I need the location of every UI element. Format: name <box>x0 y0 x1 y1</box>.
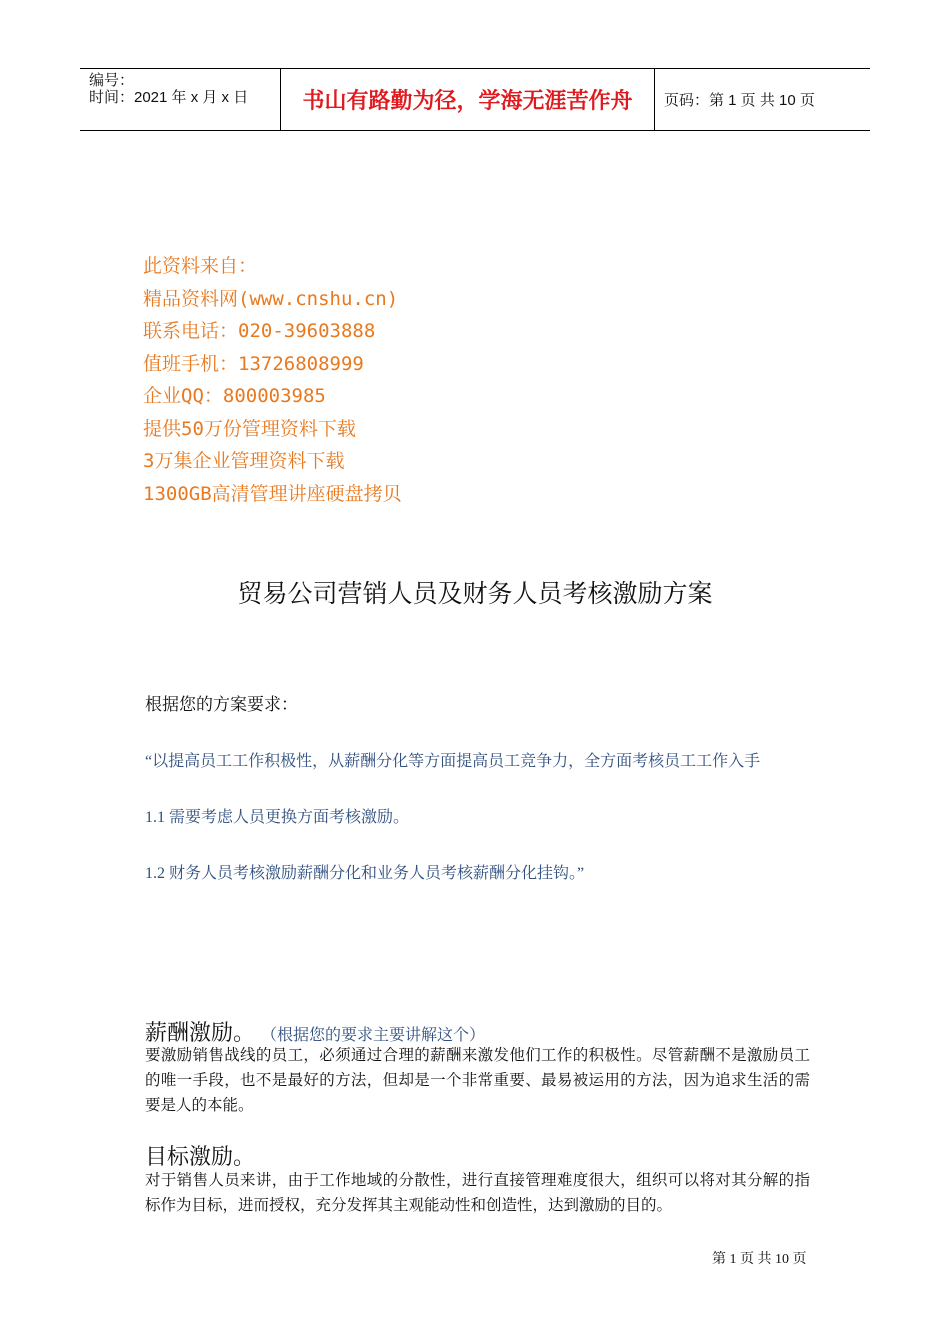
section-heading-text: 目标激励。 <box>145 1145 256 1170</box>
section-heading-goal <box>145 1140 255 1171</box>
page-header <box>80 68 870 131</box>
header-page-label: 页码：第 1 页 共 10 页 <box>664 92 815 109</box>
intro-text: 根据您的方案要求： <box>145 695 298 714</box>
section-body-salary: 要激励销售战线的员工，必须通过合理的薪酬来激发他们工作的积极性。尽管薪酬不是激励员工的唯一手段，也不是最好的方法，但却是一个非常重要、最易被运用的方法，因为追求生活的需要是人的本能。 <box>145 1047 810 1114</box>
quote-line: “以提高员工工作积极性，从薪酬分化等方面提高员工竞争力，全方面考核员工工作入手 <box>145 753 761 770</box>
number-label: 编号： <box>89 72 135 89</box>
source-line: 提供50万份管理资料下载 <box>143 417 356 440</box>
quote-line: 1.1 需要考虑人员更换方面考核激励。 <box>145 809 410 826</box>
section-body-goal: 对于销售人员来讲，由于工作地域的分散性，进行直接管理难度很大，组织可以将对其分解的指标作为目标，进而授权，充分发挥其主观能动性和创造性，达到激励的目的。 <box>145 1172 810 1214</box>
header-motto: 书山有路勤为径，学海无涯苦作舟 <box>281 69 655 130</box>
page-footer: 第 1 页 共 10 页 <box>712 1252 807 1267</box>
source-line: 精品资料网(www.cnshu.cn) <box>143 287 399 310</box>
header-meta <box>80 69 281 130</box>
time-label: 时间：2021 年 x 月 x 日 <box>89 89 249 106</box>
section-heading-text: 薪酬激励。 <box>145 1021 256 1046</box>
source-line: 值班手机：13726808999 <box>143 352 364 375</box>
source-line: 联系电话：020-39603888 <box>143 320 376 342</box>
source-line: 3万集企业管理资料下载 <box>143 450 345 472</box>
quote-line: 1.2 财务人员考核激励薪酬分化和业务人员考核薪酬分化挂钩。” <box>145 865 585 882</box>
source-line: 企业QQ：800003985 <box>143 385 326 407</box>
source-line: 此资料来自： <box>143 255 258 277</box>
document-title: 贸易公司营销人员及财务人员考核激励方案 <box>237 579 713 608</box>
section-note: （根据您的要求主要讲解这个） <box>269 1027 486 1044</box>
source-line: 1300GB高清管理讲座硬盘拷贝 <box>143 482 402 505</box>
source-info <box>143 250 402 510</box>
